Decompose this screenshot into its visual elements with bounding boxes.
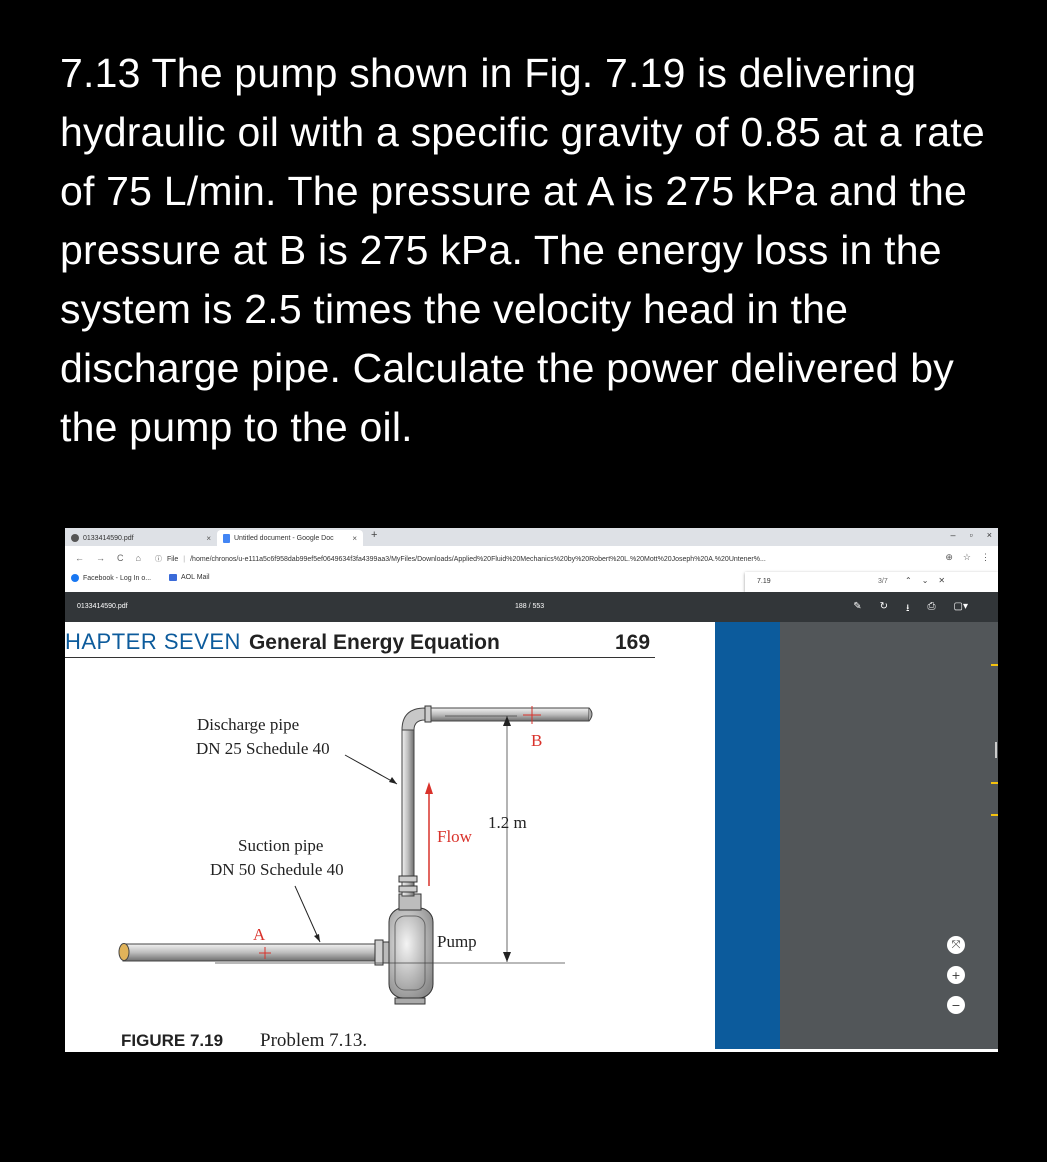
find-bar bbox=[745, 572, 998, 592]
scroll-marker bbox=[991, 814, 998, 816]
restore-icon[interactable]: ▫ bbox=[969, 530, 973, 540]
zoom-in-button[interactable]: + bbox=[947, 966, 965, 984]
url-separator: | bbox=[183, 555, 186, 563]
download-icon[interactable]: ⭳ bbox=[906, 603, 910, 614]
scroll-marker bbox=[991, 782, 998, 784]
url-scheme: File bbox=[167, 555, 179, 563]
find-count: 3/7 bbox=[878, 578, 888, 585]
chapter-title: General Energy Equation bbox=[248, 631, 500, 654]
menu-icon[interactable]: ⋮ bbox=[981, 552, 990, 562]
bookmark-aol[interactable] bbox=[169, 574, 210, 581]
new-tab-button[interactable]: + bbox=[371, 529, 378, 541]
pdf-file-name: 0133414590.pdf bbox=[77, 603, 128, 610]
find-controls bbox=[905, 576, 945, 585]
suction-label-2: DN 50 Schedule 40 bbox=[210, 860, 344, 879]
point-a-label: A bbox=[253, 925, 266, 944]
discharge-pipe bbox=[399, 706, 592, 896]
reload-icon[interactable]: C bbox=[117, 553, 124, 563]
pump-body bbox=[389, 894, 433, 1004]
address-bar-row bbox=[65, 546, 998, 572]
window-controls bbox=[951, 530, 992, 540]
fit-page-icon[interactable]: ⤧ bbox=[947, 936, 965, 954]
minimize-icon[interactable]: – bbox=[950, 530, 956, 540]
tab-doc-label: Untitled document - Google Doc bbox=[234, 534, 334, 542]
figure-caption-number: FIGURE 7.19 bbox=[121, 1031, 224, 1050]
flow-label: Flow bbox=[437, 827, 472, 846]
scroll-marker bbox=[991, 664, 998, 666]
discharge-label-1: Discharge pipe bbox=[197, 715, 300, 734]
home-icon[interactable]: ⌂ bbox=[135, 553, 141, 563]
pdf-page-indicator[interactable]: 188 / 553 bbox=[515, 603, 545, 610]
bookmark-facebook[interactable] bbox=[71, 574, 151, 582]
zoom-controls bbox=[947, 936, 965, 1014]
url-text: /home/chronos/u-e111a5c6f958dab99ef5ef0649634f3fa4399aa3/MyFiles/Downloads/Applied%20Fluid%20Mechanics%20by%20Robert%20L.%20Mott%20Joseph%20A.%20Untener%... bbox=[190, 555, 766, 563]
pdf-toolbar bbox=[65, 592, 998, 622]
pdf-tab-icon bbox=[71, 534, 79, 542]
url-field[interactable] bbox=[155, 552, 925, 566]
scrollbar-thumb[interactable] bbox=[995, 742, 997, 758]
figure-caption-text: Problem 7.13. bbox=[260, 1030, 368, 1051]
bookmark-star-icon[interactable]: ☆ bbox=[962, 552, 971, 562]
tab-pdf[interactable] bbox=[65, 530, 217, 546]
rotate-icon[interactable]: ↻ bbox=[879, 601, 889, 612]
find-close-icon[interactable]: ✕ bbox=[938, 576, 946, 585]
tab-pdf-label: 0133414590.pdf bbox=[83, 534, 134, 542]
problem-statement: 7.13 The pump shown in Fig. 7.19 is delivering hydraulic oil with a specific gravity of 0.85 at a rate of 75 L/min. The pressure at A is 275 kPa and the pressure at B is 275 kPa. The energy loss in the system is 2.5 times the velocity head in the discharge pipe. Calculate the power delivered by the pump to the oil. bbox=[60, 50, 985, 450]
google-docs-icon bbox=[223, 534, 230, 543]
page-number: 169 bbox=[615, 631, 651, 654]
pdf-page bbox=[65, 622, 715, 1052]
address-actions bbox=[945, 552, 990, 563]
aol-icon bbox=[169, 574, 177, 581]
back-icon[interactable]: ← bbox=[75, 553, 84, 563]
find-input[interactable]: 7.19 bbox=[757, 578, 771, 585]
page-bottom-edge bbox=[545, 1049, 998, 1052]
print-icon[interactable]: ⎙ bbox=[927, 601, 936, 612]
zoom-out-button[interactable]: − bbox=[947, 996, 965, 1014]
facebook-icon bbox=[71, 574, 79, 582]
discharge-label-2: DN 25 Schedule 40 bbox=[196, 739, 330, 758]
tab-google-doc[interactable] bbox=[217, 530, 363, 546]
zoom-icon[interactable]: ⊕ bbox=[945, 552, 953, 562]
close-tab-icon[interactable]: × bbox=[352, 533, 357, 543]
forward-icon[interactable]: → bbox=[96, 553, 105, 563]
tab-bar bbox=[65, 528, 998, 546]
close-tab-icon[interactable]: × bbox=[206, 533, 211, 543]
find-next-icon[interactable]: ⌄ bbox=[921, 576, 929, 585]
info-icon[interactable]: ⓘ bbox=[155, 556, 162, 563]
suction-label-1: Suction pipe bbox=[238, 836, 324, 855]
chapter-label: HAPTER SEVEN bbox=[65, 629, 241, 654]
pump-label: Pump bbox=[437, 932, 477, 951]
point-b-label: B bbox=[531, 731, 543, 750]
height-label: 1.2 m bbox=[488, 813, 527, 832]
bookmark-label: AOL Mail bbox=[181, 574, 210, 581]
close-window-icon[interactable]: × bbox=[986, 530, 992, 540]
viewer-background bbox=[780, 622, 998, 1052]
nav-buttons bbox=[75, 553, 141, 563]
annotate-pen-icon[interactable]: ✎ bbox=[853, 601, 862, 612]
browser-screenshot bbox=[65, 528, 998, 1052]
next-page-edge bbox=[715, 622, 780, 1052]
bookmark-label: Facebook - Log In o... bbox=[83, 574, 152, 582]
more-options-icon[interactable]: ▢▾ bbox=[953, 601, 968, 612]
pump-figure bbox=[65, 622, 715, 1052]
pdf-tools bbox=[853, 601, 968, 618]
find-prev-icon[interactable]: ⌃ bbox=[905, 576, 912, 585]
